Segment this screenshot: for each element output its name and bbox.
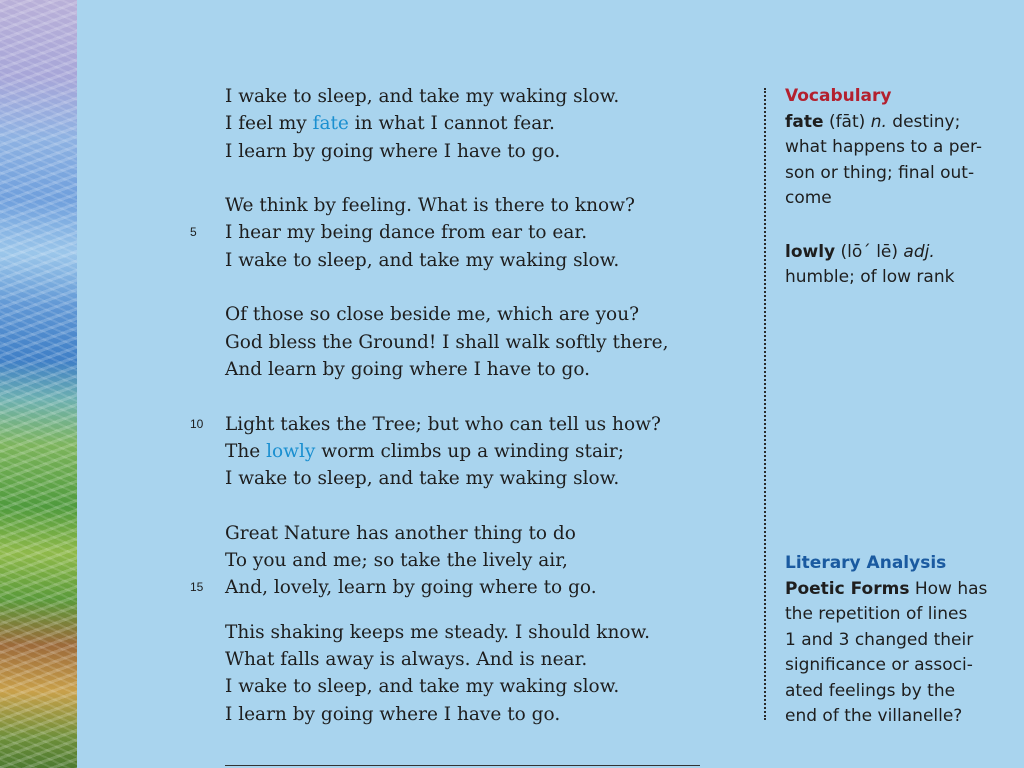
dotted-divider bbox=[764, 88, 766, 720]
analysis-text: How has bbox=[914, 578, 988, 599]
literary-analysis-box bbox=[785, 551, 1015, 730]
line-text: To you and me; so take the lively air, bbox=[225, 550, 568, 572]
literary-analysis-heading: Literary Analysis bbox=[785, 553, 947, 573]
line-text: I wake to sleep, and take my waking slow. bbox=[225, 676, 620, 698]
poem-line bbox=[225, 301, 745, 328]
line-text: I feel my bbox=[225, 113, 313, 135]
vocabulary-heading: Vocabulary bbox=[785, 86, 892, 106]
poem-line bbox=[225, 83, 745, 110]
vocab-part-of-speech: adj. bbox=[903, 241, 935, 262]
poem-line bbox=[225, 547, 745, 574]
vocab-definition: humble; of low rank bbox=[785, 267, 955, 287]
poem-line bbox=[225, 247, 745, 274]
poem-line bbox=[225, 192, 745, 219]
line-number: 5 bbox=[190, 225, 197, 240]
line-text: We think by feeling. What is there to know? bbox=[225, 195, 635, 217]
line-text: I wake to sleep, and take my waking slow. bbox=[225, 468, 620, 490]
poem-line bbox=[225, 673, 745, 700]
vocab-definition: destiny; bbox=[892, 111, 961, 132]
vocab-definition: what happens to a per- bbox=[785, 137, 983, 157]
vocab-definition: come bbox=[785, 188, 832, 208]
line-text: Great Nature has another thing to do bbox=[225, 522, 576, 544]
analysis-label: Poetic Forms bbox=[785, 578, 910, 599]
vocab-definition: son or thing; final out- bbox=[785, 162, 975, 183]
poem-line bbox=[190, 219, 745, 246]
analysis-text: end of the villanelle? bbox=[785, 706, 963, 726]
line-text: And, lovely, learn by going where to go. bbox=[225, 577, 597, 599]
poem-line bbox=[225, 356, 745, 383]
line-text: in what I cannot fear. bbox=[348, 113, 555, 135]
analysis-text: 1 and 3 changed their bbox=[785, 629, 974, 650]
poem-line bbox=[190, 574, 745, 601]
vocab-part-of-speech: n. bbox=[870, 111, 887, 132]
poem-line bbox=[225, 329, 745, 356]
line-text: Of those so close beside me, which are you? bbox=[225, 304, 640, 326]
line-text: I wake to sleep, and take my waking slow. bbox=[225, 249, 620, 271]
poem-line bbox=[225, 138, 745, 165]
vocab-entry-fate bbox=[785, 110, 1015, 136]
poem-line bbox=[225, 520, 745, 547]
line-text: God bless the Ground! I shall walk softly there, bbox=[225, 331, 669, 353]
line-text: I learn by going where I have to go. bbox=[225, 140, 561, 162]
poem-line bbox=[225, 438, 745, 465]
poem-line bbox=[225, 465, 745, 492]
line-text: I hear my being dance from ear to ear. bbox=[225, 222, 588, 244]
poem-line bbox=[225, 701, 745, 728]
line-text: I learn by going where I have to go. bbox=[225, 703, 561, 725]
poem-line bbox=[190, 411, 745, 438]
analysis-text: significance or associ- bbox=[785, 655, 973, 675]
line-text: Light takes the Tree; but who can tell us how? bbox=[225, 413, 661, 435]
poem-line bbox=[225, 110, 745, 137]
line-number: 10 bbox=[190, 416, 204, 431]
poem-line bbox=[225, 646, 745, 673]
line-number: 15 bbox=[190, 580, 204, 595]
vocab-pronunciation: (fāt) bbox=[828, 111, 866, 132]
line-text: What falls away is always. And is near. bbox=[225, 648, 588, 670]
analysis-first-line bbox=[785, 577, 1015, 603]
poem-line bbox=[225, 619, 745, 646]
vocab-entry-lowly bbox=[785, 240, 1015, 266]
vocab-pronunciation: (lō´ lē) bbox=[840, 241, 899, 262]
vocab-term: fate bbox=[785, 111, 824, 132]
line-text: And learn by going where I have to go. bbox=[225, 358, 591, 380]
analysis-text: the repetition of lines bbox=[785, 604, 968, 624]
vocab-word-lowly[interactable]: lowly bbox=[266, 440, 316, 462]
analysis-text: ated feelings by the bbox=[785, 680, 956, 701]
vocabulary-box bbox=[785, 84, 1015, 291]
line-text: I wake to sleep, and take my waking slow. bbox=[225, 86, 620, 107]
footer-rule bbox=[225, 765, 700, 766]
painted-landscape-border bbox=[0, 0, 77, 768]
vocab-term: lowly bbox=[785, 241, 836, 262]
vocab-word-fate[interactable]: fate bbox=[312, 113, 349, 135]
line-text: worm climbs up a winding stair; bbox=[315, 440, 624, 462]
line-text: This shaking keeps me steady. I should know. bbox=[225, 621, 651, 643]
poem-text bbox=[190, 83, 745, 728]
line-text: The bbox=[225, 440, 267, 462]
